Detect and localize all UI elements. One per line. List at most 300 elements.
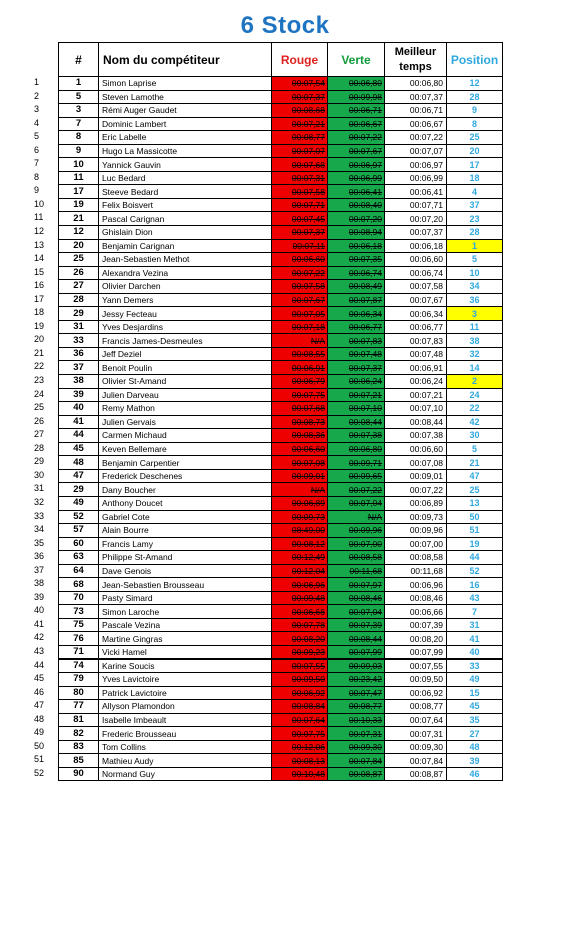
row-index: 25 — [34, 402, 45, 413]
rouge-time-cell: 00:07,11 — [272, 239, 328, 253]
competitor-number-cell: 90 — [59, 767, 99, 781]
table-row — [59, 564, 503, 578]
competitor-number-cell: 63 — [59, 551, 99, 565]
position-cell: 14 — [447, 361, 503, 375]
row-index: 26 — [34, 415, 45, 426]
competitor-number-cell: 19 — [59, 198, 99, 212]
verte-time-cell: 00:07,20 — [328, 212, 385, 226]
table-row — [59, 307, 503, 321]
table-row — [59, 185, 503, 199]
verte-time-cell: 00:07,48 — [328, 347, 385, 361]
competitor-number-cell: 75 — [59, 618, 99, 632]
table-row — [59, 496, 503, 510]
row-index: 32 — [34, 496, 45, 507]
table-row — [59, 510, 503, 524]
verte-time-cell: 00:07,97 — [328, 578, 385, 592]
competitor-name-cell: Frederick Deschenes — [99, 469, 272, 483]
verte-time-cell: 00:06,97 — [328, 158, 385, 172]
rouge-time-cell: 00:06,92 — [272, 686, 328, 700]
competitor-number-cell: 36 — [59, 347, 99, 361]
verte-time-cell: 00:07,10 — [328, 402, 385, 416]
row-index: 48 — [34, 713, 45, 724]
position-cell: 28 — [447, 226, 503, 240]
verte-time-cell: 00:08,49 — [328, 280, 385, 294]
table-row — [59, 591, 503, 605]
best-time-cell: 00:07,58 — [385, 280, 447, 294]
verte-time-cell: 00:08,44 — [328, 415, 385, 429]
position-cell: 51 — [447, 524, 503, 538]
competitor-number-cell: 8 — [59, 131, 99, 145]
best-time-cell: 00:07,10 — [385, 402, 447, 416]
competitor-number-cell: 37 — [59, 361, 99, 375]
best-time-cell: 00:07,20 — [385, 212, 447, 226]
position-cell: 11 — [447, 320, 503, 334]
verte-time-cell: 00:08,94 — [328, 226, 385, 240]
position-cell: 4 — [447, 185, 503, 199]
position-cell: 12 — [447, 77, 503, 91]
verte-time-cell: 00:07,67 — [328, 144, 385, 158]
competitor-name-cell: Pasty Simard — [99, 591, 272, 605]
table-row — [59, 645, 503, 659]
position-cell: 5 — [447, 442, 503, 456]
best-time-cell: 00:08,77 — [385, 700, 447, 714]
row-index: 50 — [34, 740, 45, 751]
rouge-time-cell: 00:12,06 — [272, 740, 328, 754]
position-cell: 7 — [447, 605, 503, 619]
row-index: 14 — [34, 253, 45, 264]
competitor-number-cell: 29 — [59, 483, 99, 497]
table-row — [59, 767, 503, 781]
row-index: 51 — [34, 754, 45, 765]
row-index: 17 — [34, 293, 45, 304]
row-index: 49 — [34, 727, 45, 738]
best-time-cell: 00:08,44 — [385, 415, 447, 429]
verte-time-cell: 00:07,37 — [328, 361, 385, 375]
competitor-name-cell: Olivier St-Amand — [99, 375, 272, 389]
table-header-row — [59, 43, 503, 77]
position-cell: 31 — [447, 618, 503, 632]
rouge-time-cell: 00:07,54 — [272, 77, 328, 91]
competitor-number-cell: 73 — [59, 605, 99, 619]
verte-time-cell: 00:07,31 — [328, 727, 385, 741]
competitor-number-cell: 38 — [59, 375, 99, 389]
competitor-number-cell: 20 — [59, 239, 99, 253]
verte-time-cell: 00:06,67 — [328, 117, 385, 131]
competitor-number-cell: 47 — [59, 469, 99, 483]
competitor-name-cell: Dominic Lambert — [99, 117, 272, 131]
competitor-number-cell: 74 — [59, 659, 99, 673]
rouge-time-cell: 00:07,68 — [272, 402, 328, 416]
best-time-cell: 00:07,37 — [385, 90, 447, 104]
position-cell: 25 — [447, 483, 503, 497]
verte-time-cell: 00:09,98 — [328, 90, 385, 104]
table-row — [59, 144, 503, 158]
verte-time-cell: 00:09,30 — [328, 740, 385, 754]
competitor-name-cell: Dany Boucher — [99, 483, 272, 497]
table-row — [59, 713, 503, 727]
best-time-cell: 00:06,41 — [385, 185, 447, 199]
row-index: 43 — [34, 645, 45, 656]
row-index: 35 — [34, 537, 45, 548]
competitor-name-cell: Pascal Carignan — [99, 212, 272, 226]
competitor-name-cell: Felix Boisvert — [99, 198, 272, 212]
competitor-name-cell: Martine Gingras — [99, 632, 272, 646]
best-time-cell: 00:09,01 — [385, 469, 447, 483]
competitor-name-cell: Rémi Auger Gaudet — [99, 104, 272, 118]
rouge-time-cell: 00:06,66 — [272, 605, 328, 619]
competitor-name-cell: Benjamin Carpentier — [99, 456, 272, 470]
row-index: 20 — [34, 334, 45, 345]
position-cell: 46 — [447, 767, 503, 781]
row-index: 38 — [34, 578, 45, 589]
verte-time-cell: 00:06,99 — [328, 171, 385, 185]
best-time-cell: 00:07,00 — [385, 537, 447, 551]
verte-time-cell: 00:07,99 — [328, 645, 385, 659]
verte-time-cell: 00:07,22 — [328, 131, 385, 145]
competitor-number-cell: 5 — [59, 90, 99, 104]
table-row — [59, 727, 503, 741]
verte-time-cell: 00:06,80 — [328, 442, 385, 456]
table-row — [59, 442, 503, 456]
table-row — [59, 198, 503, 212]
best-time-cell: 00:07,84 — [385, 754, 447, 768]
best-time-cell: 00:06,91 — [385, 361, 447, 375]
competitor-number-cell: 48 — [59, 456, 99, 470]
position-cell: 49 — [447, 673, 503, 687]
competitor-name-cell: Keven Bellemare — [99, 442, 272, 456]
position-cell: 17 — [447, 158, 503, 172]
verte-time-cell: 00:07,47 — [328, 686, 385, 700]
row-index: 41 — [34, 618, 45, 629]
rouge-time-cell: 00:08,68 — [272, 104, 328, 118]
competitor-number-cell: 57 — [59, 524, 99, 538]
position-cell: 10 — [447, 266, 503, 280]
table-row — [59, 375, 503, 389]
row-index: 47 — [34, 700, 45, 711]
position-cell: 28 — [447, 90, 503, 104]
position-cell: 39 — [447, 754, 503, 768]
rouge-time-cell: 00:06,89 — [272, 496, 328, 510]
verte-time-cell: 00:09,65 — [328, 469, 385, 483]
competitor-number-cell: 70 — [59, 591, 99, 605]
verte-time-cell: 00:06,41 — [328, 185, 385, 199]
verte-time-cell: 00:07,22 — [328, 483, 385, 497]
rouge-time-cell: 00:08,55 — [272, 347, 328, 361]
rouge-time-cell: 00:07,45 — [272, 212, 328, 226]
position-cell: 43 — [447, 591, 503, 605]
rouge-time-cell: 00:08,84 — [272, 700, 328, 714]
table-row — [59, 361, 503, 375]
verte-time-cell: 00:07,39 — [328, 618, 385, 632]
table-row — [59, 402, 503, 416]
rouge-time-cell: 00:06,79 — [272, 375, 328, 389]
best-time-cell: 00:08,20 — [385, 632, 447, 646]
best-time-cell: 00:09,30 — [385, 740, 447, 754]
competitor-name-cell: Steven Lamothe — [99, 90, 272, 104]
header-best-time — [385, 43, 447, 77]
header-best-time-label: Meilleur temps — [394, 45, 437, 73]
competitor-number-cell: 80 — [59, 686, 99, 700]
competitor-number-cell: 60 — [59, 537, 99, 551]
table-row — [59, 347, 503, 361]
competitor-number-cell: 17 — [59, 185, 99, 199]
position-cell: 52 — [447, 564, 503, 578]
verte-time-cell: 00:07,38 — [328, 429, 385, 443]
competitor-number-cell: 10 — [59, 158, 99, 172]
rouge-time-cell: 00:07,22 — [272, 266, 328, 280]
rouge-time-cell: 00:08,20 — [272, 632, 328, 646]
row-index: 11 — [34, 212, 44, 223]
position-cell: 30 — [447, 429, 503, 443]
table-row — [59, 686, 503, 700]
row-index: 16 — [34, 280, 45, 291]
rouge-time-cell: N/A — [272, 483, 328, 497]
row-index: 9 — [34, 185, 40, 196]
competitor-number-cell: 25 — [59, 253, 99, 267]
row-index: 15 — [34, 266, 45, 277]
header-number: # — [59, 43, 99, 77]
table-row — [59, 618, 503, 632]
table-row — [59, 104, 503, 118]
competitor-number-cell: 82 — [59, 727, 99, 741]
competitor-name-cell: Jean-Sebastien Brousseau — [99, 578, 272, 592]
competitor-name-cell: Frederic Brousseau — [99, 727, 272, 741]
verte-time-cell: N/A — [328, 510, 385, 524]
position-cell: 20 — [447, 144, 503, 158]
row-index: 2 — [34, 90, 40, 101]
verte-time-cell: 00:06,74 — [328, 266, 385, 280]
rouge-time-cell: 00:06,96 — [272, 578, 328, 592]
row-index: 33 — [34, 510, 45, 521]
rouge-time-cell: 00:06,91 — [272, 361, 328, 375]
best-time-cell: 00:07,55 — [385, 659, 447, 673]
table-row — [59, 524, 503, 538]
row-index: 21 — [34, 347, 45, 358]
best-time-cell: 00:06,89 — [385, 496, 447, 510]
row-index: 24 — [34, 388, 45, 399]
competitor-name-cell: Yves Lavictoire — [99, 673, 272, 687]
row-index: 39 — [34, 591, 45, 602]
competitor-name-cell: Allyson Plamondon — [99, 700, 272, 714]
competitor-name-cell: Hugo La Massicotte — [99, 144, 272, 158]
competitor-number-cell: 83 — [59, 740, 99, 754]
best-time-cell: 00:06,97 — [385, 158, 447, 172]
position-cell: 23 — [447, 212, 503, 226]
rouge-time-cell: 00:07,75 — [272, 388, 328, 402]
position-cell: 45 — [447, 700, 503, 714]
competitor-number-cell: 77 — [59, 700, 99, 714]
row-index: 30 — [34, 469, 45, 480]
best-time-cell: 00:08,58 — [385, 551, 447, 565]
rouge-time-cell: 00:07,37 — [272, 90, 328, 104]
row-index: 4 — [34, 117, 40, 128]
rouge-time-cell: 00:12,49 — [272, 551, 328, 565]
best-time-cell: 00:07,67 — [385, 293, 447, 307]
verte-time-cell: 00:06,18 — [328, 239, 385, 253]
table-row — [59, 700, 503, 714]
best-time-cell: 00:07,37 — [385, 226, 447, 240]
competitor-name-cell: Luc Bedard — [99, 171, 272, 185]
best-time-cell: 00:06,67 — [385, 117, 447, 131]
position-cell: 22 — [447, 402, 503, 416]
row-index: 5 — [34, 131, 40, 142]
best-time-cell: 00:07,48 — [385, 347, 447, 361]
position-cell: 5 — [447, 253, 503, 267]
best-time-cell: 00:07,83 — [385, 334, 447, 348]
best-time-cell: 00:06,60 — [385, 253, 447, 267]
competitor-name-cell: Olivier Darchen — [99, 280, 272, 294]
rouge-time-cell: 00:08,77 — [272, 131, 328, 145]
position-cell: 48 — [447, 740, 503, 754]
competitor-number-cell: 68 — [59, 578, 99, 592]
best-time-cell: 00:11,68 — [385, 564, 447, 578]
rouge-time-cell: 00:09,23 — [272, 645, 328, 659]
position-cell: 16 — [447, 578, 503, 592]
row-index: 37 — [34, 564, 45, 575]
table-row — [59, 266, 503, 280]
verte-time-cell: 00:08,44 — [328, 632, 385, 646]
competitor-number-cell: 29 — [59, 307, 99, 321]
position-cell: 41 — [447, 632, 503, 646]
competitor-number-cell: 64 — [59, 564, 99, 578]
row-index: 22 — [34, 361, 45, 372]
competitor-name-cell: Eric Labelle — [99, 131, 272, 145]
verte-time-cell: 00:23,42 — [328, 673, 385, 687]
verte-time-cell: 00:08,58 — [328, 551, 385, 565]
competitor-number-cell: 3 — [59, 104, 99, 118]
best-time-cell: 00:06,74 — [385, 266, 447, 280]
competitor-number-cell: 39 — [59, 388, 99, 402]
row-index: 7 — [34, 158, 40, 169]
verte-time-cell: 00:06,34 — [328, 307, 385, 321]
verte-time-cell: 00:08,46 — [328, 591, 385, 605]
competitor-name-cell: Jeff Deziel — [99, 347, 272, 361]
competitor-name-cell: Dave Genois — [99, 564, 272, 578]
best-time-cell: 00:09,73 — [385, 510, 447, 524]
best-time-cell: 00:06,80 — [385, 77, 447, 91]
row-index: 18 — [34, 307, 45, 318]
header-name: Nom du compétiteur — [99, 43, 272, 77]
competitor-name-cell: Karine Soucis — [99, 659, 272, 673]
competitor-name-cell: Pascale Vezina — [99, 618, 272, 632]
verte-time-cell: 00:09,03 — [328, 659, 385, 673]
position-cell: 32 — [447, 347, 503, 361]
table-row — [59, 537, 503, 551]
verte-time-cell: 00:08,77 — [328, 700, 385, 714]
table-row — [59, 740, 503, 754]
table-row — [59, 226, 503, 240]
competitor-name-cell: Yann Demers — [99, 293, 272, 307]
competitor-name-cell: Yves Desjardins — [99, 320, 272, 334]
table-row — [59, 212, 503, 226]
table-row — [59, 415, 503, 429]
rouge-time-cell: 08:49,00 — [272, 524, 328, 538]
best-time-cell: 00:06,34 — [385, 307, 447, 321]
competitor-name-cell: Patrick Lavictoire — [99, 686, 272, 700]
position-cell: 24 — [447, 388, 503, 402]
best-time-cell: 00:07,22 — [385, 483, 447, 497]
competitor-name-cell: Normand Guy — [99, 767, 272, 781]
verte-time-cell: 00:08,40 — [328, 198, 385, 212]
competitor-number-cell: 45 — [59, 442, 99, 456]
table-row — [59, 158, 503, 172]
verte-time-cell: 00:09,96 — [328, 524, 385, 538]
best-time-cell: 00:07,38 — [385, 429, 447, 443]
best-time-cell: 00:06,92 — [385, 686, 447, 700]
rouge-time-cell: 00:08,36 — [272, 429, 328, 443]
table-row — [59, 253, 503, 267]
table-row — [59, 483, 503, 497]
rouge-time-cell: 00:09,48 — [272, 591, 328, 605]
position-cell: 42 — [447, 415, 503, 429]
competitor-name-cell: Tom Collins — [99, 740, 272, 754]
rouge-time-cell: 00:08,12 — [272, 537, 328, 551]
verte-time-cell: 00:06,80 — [328, 77, 385, 91]
position-cell: 15 — [447, 686, 503, 700]
verte-time-cell: 00:07,35 — [328, 253, 385, 267]
position-cell: 19 — [447, 537, 503, 551]
best-time-cell: 00:07,31 — [385, 727, 447, 741]
competitor-number-cell: 71 — [59, 645, 99, 659]
position-cell: 1 — [447, 239, 503, 253]
best-time-cell: 00:08,87 — [385, 767, 447, 781]
rouge-time-cell: 00:07,75 — [272, 727, 328, 741]
table-row — [59, 605, 503, 619]
rouge-time-cell: 00:07,31 — [272, 171, 328, 185]
row-index: 46 — [34, 686, 45, 697]
competitor-name-cell: Philippe St-Amand — [99, 551, 272, 565]
header-rouge: Rouge — [272, 43, 328, 77]
row-index: 8 — [34, 171, 40, 182]
verte-time-cell: 00:09,71 — [328, 456, 385, 470]
table-row — [59, 239, 503, 253]
table-row — [59, 469, 503, 483]
rouge-time-cell: 00:07,78 — [272, 618, 328, 632]
rouge-time-cell: N/A — [272, 334, 328, 348]
competitor-number-cell: 12 — [59, 226, 99, 240]
table-row — [59, 754, 503, 768]
verte-time-cell: 00:07,00 — [328, 537, 385, 551]
competitor-number-cell: 1 — [59, 77, 99, 91]
competitor-number-cell: 26 — [59, 266, 99, 280]
header-position: Position — [447, 43, 503, 77]
row-index: 1 — [34, 77, 40, 87]
rouge-time-cell: 00:09,50 — [272, 673, 328, 687]
rouge-time-cell: 00:07,07 — [272, 144, 328, 158]
rouge-time-cell: 00:07,37 — [272, 226, 328, 240]
competitor-name-cell: Francis James-Desmeules — [99, 334, 272, 348]
verte-time-cell: 00:06,71 — [328, 104, 385, 118]
position-cell: 38 — [447, 334, 503, 348]
best-time-cell: 00:07,07 — [385, 144, 447, 158]
row-index: 19 — [34, 320, 45, 331]
table-row — [59, 429, 503, 443]
table-row — [59, 117, 503, 131]
verte-time-cell: 00:06,77 — [328, 320, 385, 334]
best-time-cell: 00:09,96 — [385, 524, 447, 538]
best-time-cell: 00:07,64 — [385, 713, 447, 727]
row-index: 42 — [34, 632, 45, 643]
position-cell: 36 — [447, 293, 503, 307]
competitor-name-cell: Alexandra Vezina — [99, 266, 272, 280]
verte-time-cell: 00:07,04 — [328, 496, 385, 510]
competitor-name-cell: Isabelle Imbeault — [99, 713, 272, 727]
table-row — [59, 280, 503, 294]
row-index: 29 — [34, 456, 45, 467]
rouge-time-cell: 00:07,71 — [272, 198, 328, 212]
verte-time-cell: 00:07,83 — [328, 334, 385, 348]
competitor-number-cell: 44 — [59, 429, 99, 443]
